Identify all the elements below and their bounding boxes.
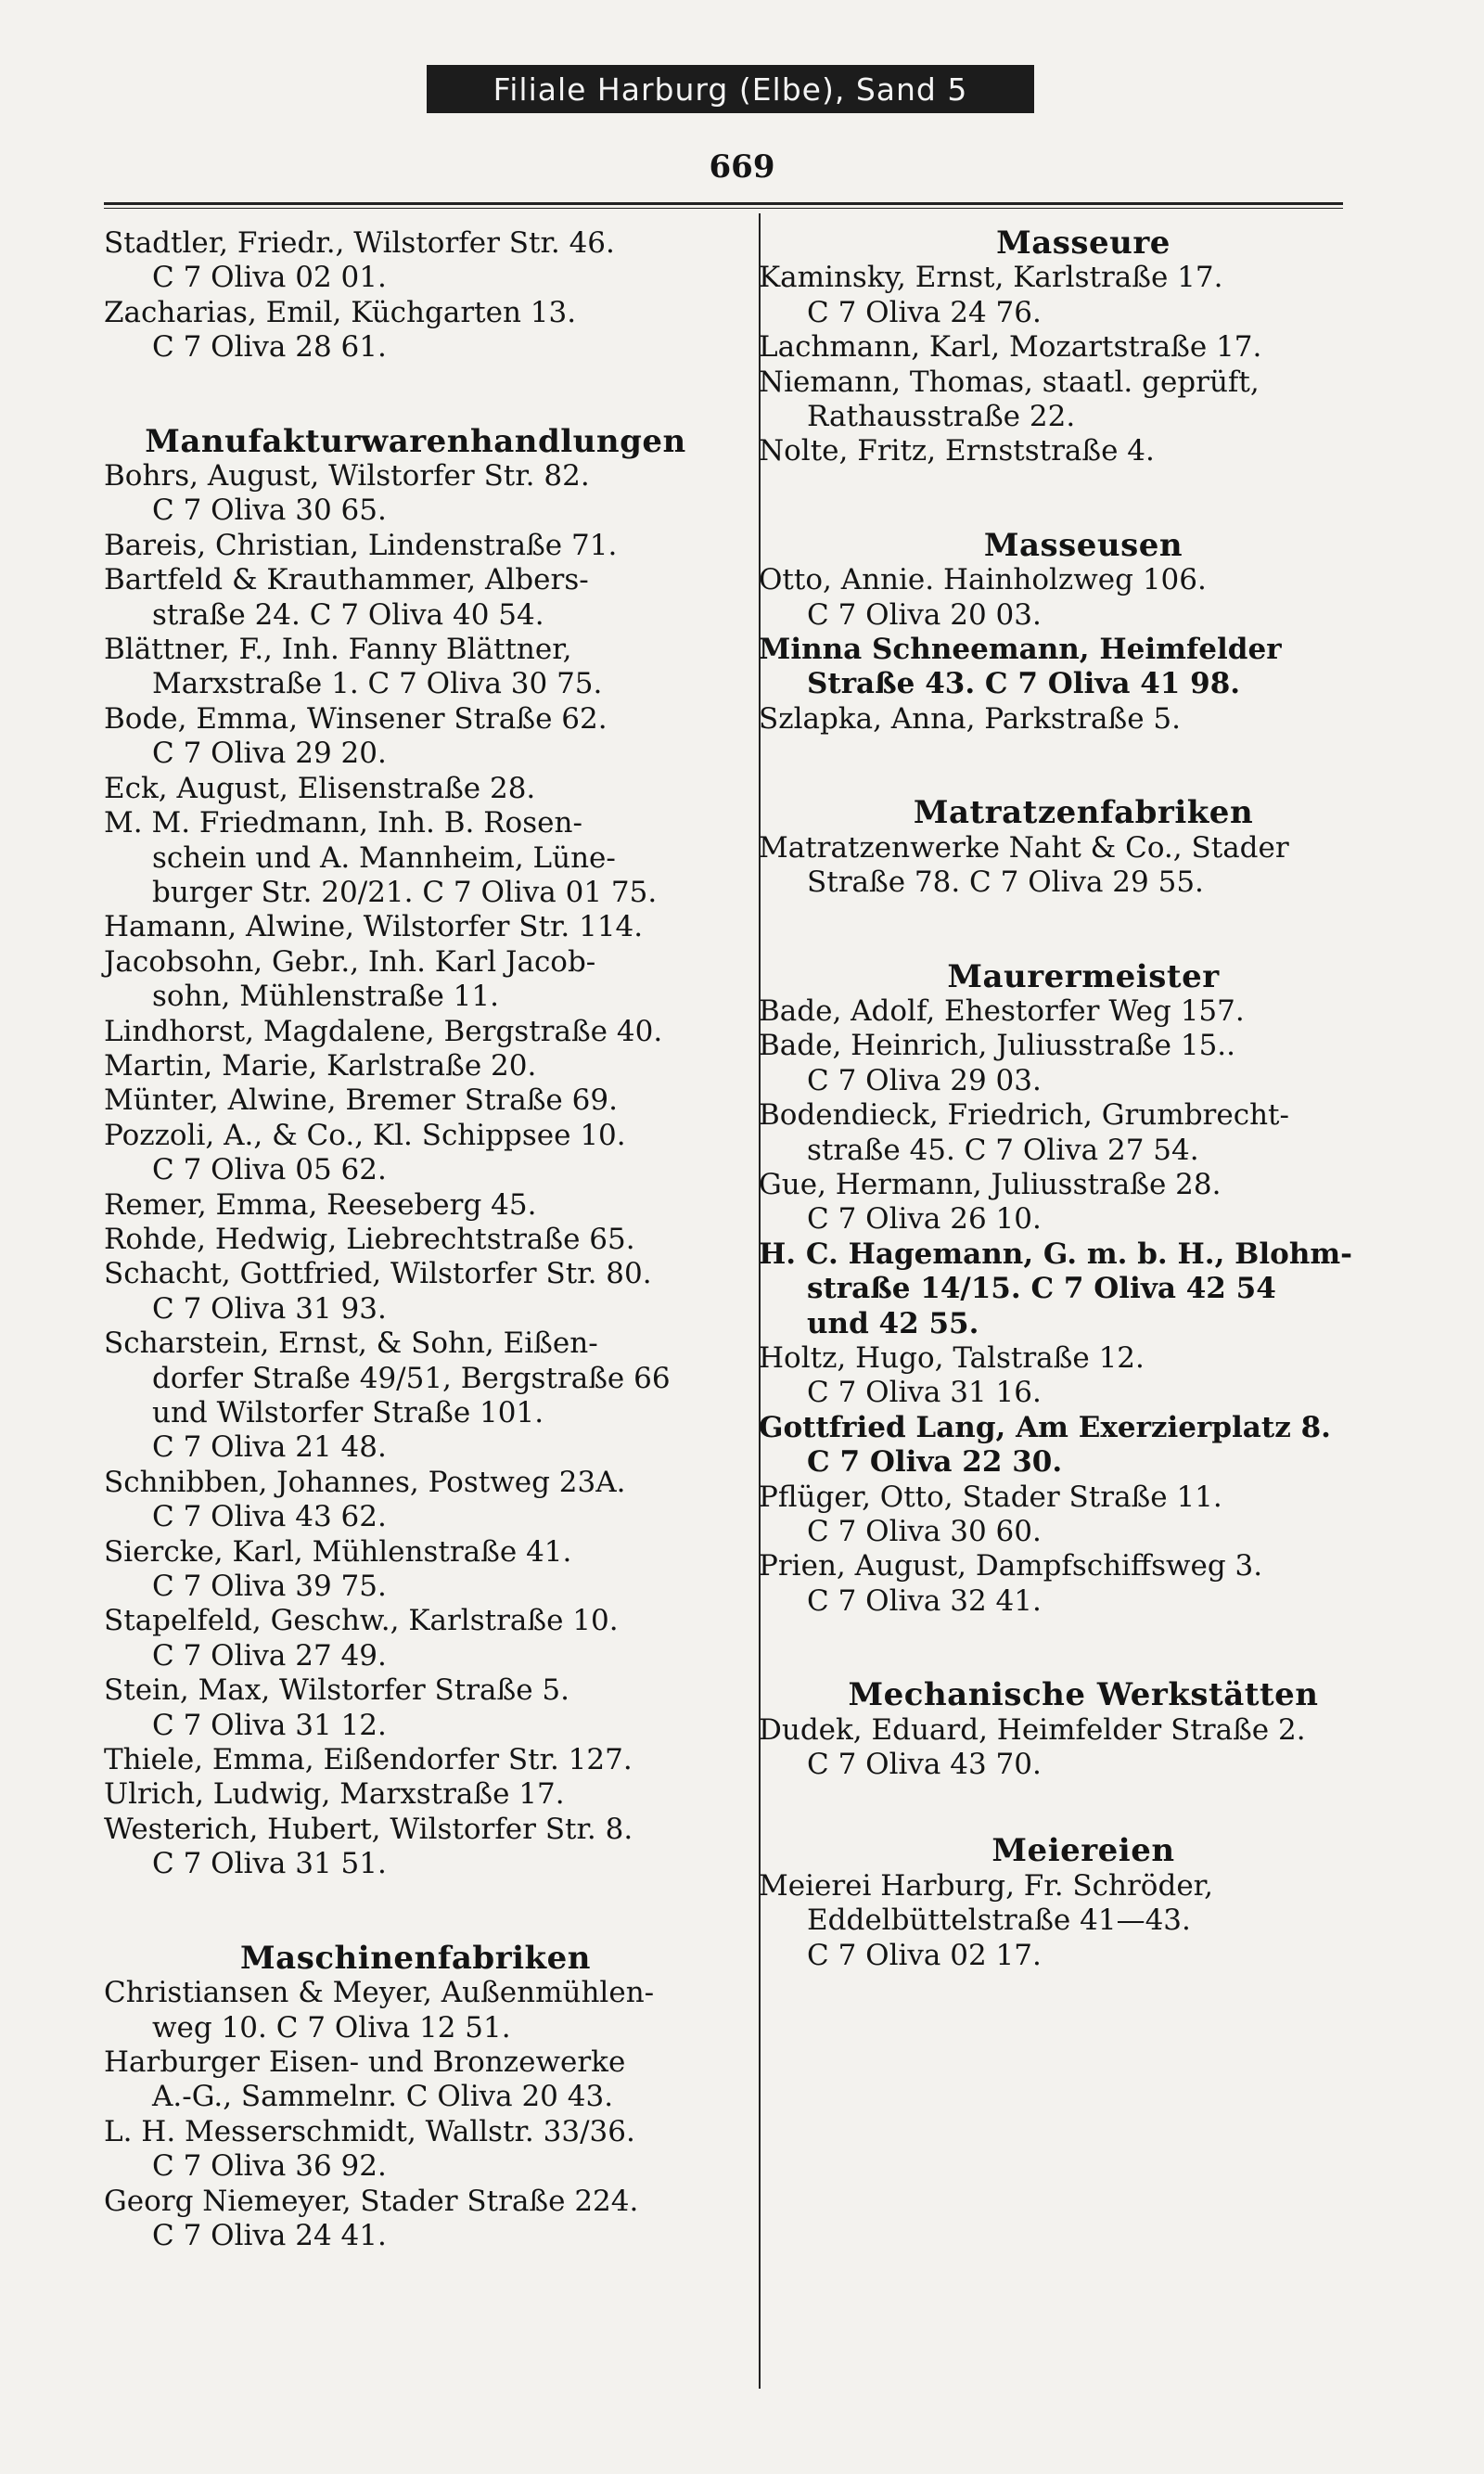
entry-line: Schacht, Gottfried, Wilstorfer Str. 80. <box>104 1257 652 1291</box>
list-item <box>759 1713 1408 1783</box>
entry-line: Rohde, Hedwig, Liebrechtstraße 65. <box>104 1222 635 1256</box>
list-item <box>104 910 727 944</box>
entry-line: Stadtler, Friedr., Wilstorfer Str. 46. <box>104 226 615 260</box>
entry-line: weg 10. C 7 Oliva 12 51. <box>152 2010 511 2045</box>
entry-line: C 7 Oliva 36 92. <box>152 2149 387 2184</box>
list-item <box>759 1237 1408 1341</box>
list-item <box>104 1083 727 1118</box>
list-item <box>759 1098 1408 1168</box>
entry-line: Gottfried Lang, Am Exerzierplatz 8. <box>759 1410 1331 1444</box>
list-item <box>759 633 1408 702</box>
entry-line: Minna Schneemann, Heimfelder <box>759 633 1282 667</box>
entry-line: Szlapka, Anna, Parkstraße 5. <box>759 701 1181 736</box>
entry-line: und 42 55. <box>807 1306 979 1340</box>
list-item <box>104 563 727 633</box>
list-item <box>104 2115 727 2185</box>
entry-line: Meierei Harburg, Fr. Schröder, <box>759 1868 1213 1903</box>
entry-line: Thiele, Emma, Eißendorfer Str. 127. <box>104 1743 633 1777</box>
entry-line: Marxstraße 1. C 7 Oliva 30 75. <box>152 667 603 701</box>
entry-line: C 7 Oliva 31 12. <box>152 1708 387 1742</box>
entry-line: Gue, Hermann, Juliusstraße 28. <box>759 1167 1222 1201</box>
list-item <box>104 459 727 529</box>
entry-line: dorfer Straße 49/51, Bergstraße 66 <box>152 1361 671 1395</box>
entry-line: Martin, Marie, Karlstraße 20. <box>104 1048 537 1083</box>
entry-line: schein und A. Mannheim, Lüne- <box>152 840 616 875</box>
entry-line: straße 45. C 7 Oliva 27 54. <box>807 1133 1199 1167</box>
entry-line: Siercke, Karl, Mühlenstraße 41. <box>104 1534 572 1569</box>
entry-line: Bodendieck, Friedrich, Grumbrecht- <box>759 1098 1289 1133</box>
entry-line: Pozzoli, A., & Co., Kl. Schippsee 10. <box>104 1118 626 1152</box>
entry-line: Kaminsky, Ernst, Karlstraße 17. <box>759 261 1223 295</box>
header-band-text: Filiale Harburg (Elbe), Sand 5 <box>493 71 968 108</box>
section-heading: Masseusen <box>983 526 1183 564</box>
entry-line: C 7 Oliva 43 62. <box>152 1500 387 1534</box>
entry-line: Bade, Heinrich, Juliusstraße 15.. <box>759 1029 1236 1063</box>
list-item <box>104 226 727 296</box>
list-item <box>759 1341 1408 1411</box>
header-band <box>427 65 1034 113</box>
entry-line: C 7 Oliva 05 62. <box>152 1153 387 1187</box>
list-item <box>104 1813 727 1882</box>
list-item <box>104 633 727 702</box>
entry-line: Holtz, Hugo, Talstraße 12. <box>759 1340 1145 1375</box>
list-item <box>104 1015 727 1049</box>
entry-line: C 7 Oliva 20 03. <box>807 597 1042 632</box>
entry-line: Zacharias, Emil, Küchgarten 13. <box>104 295 577 329</box>
entry-line: Schnibben, Johannes, Postweg 23A. <box>104 1465 626 1499</box>
entry-line: Bode, Emma, Winsener Straße 62. <box>104 701 608 736</box>
list-item <box>104 529 727 563</box>
entry-line: burger Str. 20/21. C 7 Oliva 01 75. <box>152 875 658 909</box>
entry-line: und Wilstorfer Straße 101. <box>152 1396 544 1429</box>
top-rule <box>104 202 1343 205</box>
entry-line: C 7 Oliva 27 49. <box>152 1638 387 1673</box>
entry-line: C 7 Oliva 21 48. <box>152 1430 387 1465</box>
entry-line: C 7 Oliva 22 30. <box>807 1445 1063 1480</box>
list-item <box>104 702 727 772</box>
list-item <box>759 994 1408 1029</box>
entry-line: Hamann, Alwine, Wilstorfer Str. 114. <box>104 910 644 944</box>
entry-line: straße 14/15. C 7 Oliva 42 54 <box>807 1272 1276 1306</box>
top-rule-thin <box>104 208 1343 209</box>
entry-line: Lachmann, Karl, Mozartstraße 17. <box>759 330 1262 365</box>
entry-line: Eddelbüttelstraße 41—43. <box>807 1904 1191 1938</box>
list-item <box>104 1223 727 1257</box>
list-item <box>759 1029 1408 1098</box>
list-item <box>104 1119 727 1188</box>
entry-line: Westerich, Hubert, Wilstorfer Str. 8. <box>104 1812 633 1846</box>
list-item <box>104 1466 727 1535</box>
entry-line: Bartfeld & Krauthammer, Albers- <box>104 563 589 597</box>
entry-line: C 7 Oliva 30 65. <box>152 494 387 528</box>
entry-line: sohn, Mühlenstraße 11. <box>152 980 499 1014</box>
entry-line: Dudek, Eduard, Heimfelder Straße 2. <box>759 1712 1306 1747</box>
list-item <box>104 1777 727 1812</box>
entry-line: L. H. Messerschmidt, Wallstr. 33/36. <box>104 2114 635 2148</box>
entry-line: Straße 78. C 7 Oliva 29 55. <box>807 865 1204 900</box>
entry-line: Stapelfeld, Geschw., Karlstraße 10. <box>104 1604 619 1638</box>
list-item <box>759 261 1408 330</box>
list-item <box>759 563 1408 633</box>
entry-line: Niemann, Thomas, staatl. geprüft, <box>759 365 1260 399</box>
list-item <box>104 1257 727 1327</box>
entry-line: C 7 Oliva 39 75. <box>152 1570 387 1604</box>
entry-line: C 7 Oliva 02 01. <box>152 261 387 295</box>
list-item <box>104 945 727 1015</box>
list-item <box>104 1188 727 1223</box>
list-item <box>759 330 1408 365</box>
entry-line: Scharstein, Ernst, & Sohn, Eißen- <box>104 1327 598 1361</box>
entry-line: Bade, Adolf, Ehestorfer Weg 157. <box>759 993 1245 1028</box>
entry-line: Harburger Eisen- und Bronzewerke <box>104 2045 626 2079</box>
entry-line: C 7 Oliva 29 03. <box>807 1063 1042 1097</box>
list-item <box>759 831 1408 901</box>
entry-line: C 7 Oliva 28 61. <box>152 330 387 365</box>
page-number: 669 <box>709 148 775 186</box>
entry-line: C 7 Oliva 24 41. <box>152 2218 387 2252</box>
entry-line: Stein, Max, Wilstorfer Straße 5. <box>104 1673 570 1708</box>
list-item <box>759 434 1408 468</box>
list-item <box>104 2185 727 2254</box>
entry-line: Rathausstraße 22. <box>807 400 1076 434</box>
list-item <box>759 1481 1408 1550</box>
entry-line: Nolte, Fritz, Ernststraße 4. <box>759 434 1155 468</box>
list-item <box>759 1869 1408 1973</box>
entry-line: Lindhorst, Magdalene, Bergstraße 40. <box>104 1014 663 1048</box>
entry-line: Bareis, Christian, Lindenstraße 71. <box>104 528 618 562</box>
list-item <box>759 1411 1408 1481</box>
list-item <box>104 296 727 365</box>
list-item <box>759 365 1408 435</box>
list-item <box>104 1673 727 1743</box>
entry-line: C 7 Oliva 30 60. <box>807 1515 1042 1548</box>
list-item <box>104 1604 727 1673</box>
entry-line: C 7 Oliva 24 76. <box>807 295 1042 329</box>
list-item <box>104 1535 727 1605</box>
entry-line: Otto, Annie. Hainholzweg 106. <box>759 563 1207 597</box>
list-item <box>104 1049 727 1083</box>
list-item <box>759 702 1408 737</box>
entry-line: C 7 Oliva 32 41. <box>807 1583 1042 1618</box>
section-heading: Maurermeister <box>947 957 1220 995</box>
entry-line: C 7 Oliva 29 20. <box>152 737 387 771</box>
entry-line: C 7 Oliva 31 16. <box>807 1376 1042 1410</box>
entry-line: Bohrs, August, Wilstorfer Str. 82. <box>104 459 590 494</box>
list-item <box>104 1327 727 1466</box>
entry-line: A.-G., Sammelnr. C Oliva 20 43. <box>152 2080 614 2114</box>
section-heading: Maschinenfabriken <box>240 1939 591 1977</box>
entry-line: C 7 Oliva 31 51. <box>152 1847 387 1881</box>
section-heading: Masseure <box>996 224 1171 262</box>
list-item <box>104 772 727 806</box>
section-heading: Meiereien <box>991 1832 1175 1870</box>
entry-line: H. C. Hagemann, G. m. b. H., Blohm- <box>759 1237 1353 1271</box>
entry-line: Blättner, F., Inh. Fanny Blättner, <box>104 633 572 667</box>
entry-line: Ulrich, Ludwig, Marxstraße 17. <box>104 1777 565 1812</box>
entry-line: Matratzenwerke Naht & Co., Stader <box>759 830 1289 865</box>
section-heading: Matratzenfabriken <box>913 794 1254 832</box>
entry-line: Remer, Emma, Reeseberg 45. <box>104 1187 537 1222</box>
right-column <box>759 226 1408 1973</box>
entry-line: Jacobsohn, Gebr., Inh. Karl Jacob- <box>104 944 596 979</box>
list-item <box>104 2045 727 2115</box>
entry-line: Pflüger, Otto, Stader Straße 11. <box>759 1480 1222 1514</box>
entry-line: C 7 Oliva 31 93. <box>152 1291 387 1326</box>
entry-line: C 7 Oliva 02 17. <box>807 1938 1042 1972</box>
entry-line: Straße 43. C 7 Oliva 41 98. <box>807 667 1241 701</box>
list-item <box>104 1976 727 2045</box>
entry-line: Eck, August, Elisenstraße 28. <box>104 771 536 805</box>
section-heading: Mechanische Werkstätten <box>848 1676 1319 1714</box>
entry-line: C 7 Oliva 26 10. <box>807 1202 1042 1237</box>
entry-line: straße 24. C 7 Oliva 40 54. <box>152 597 544 632</box>
entry-line: Münter, Alwine, Bremer Straße 69. <box>104 1083 618 1118</box>
list-item <box>104 806 727 910</box>
entry-line: Prien, August, Dampfschiffsweg 3. <box>759 1549 1263 1583</box>
list-item <box>759 1549 1408 1619</box>
list-item <box>104 1743 727 1777</box>
section-heading: Manufakturwarenhandlungen <box>145 422 686 460</box>
entry-line: Christiansen & Meyer, Außenmühlen- <box>104 1976 655 2010</box>
entry-line: M. M. Friedmann, Inh. B. Rosen- <box>104 806 582 840</box>
list-item <box>759 1168 1408 1237</box>
entry-line: Georg Niemeyer, Stader Straße 224. <box>104 2184 639 2218</box>
left-column <box>104 226 727 2253</box>
entry-line: C 7 Oliva 43 70. <box>807 1748 1042 1782</box>
